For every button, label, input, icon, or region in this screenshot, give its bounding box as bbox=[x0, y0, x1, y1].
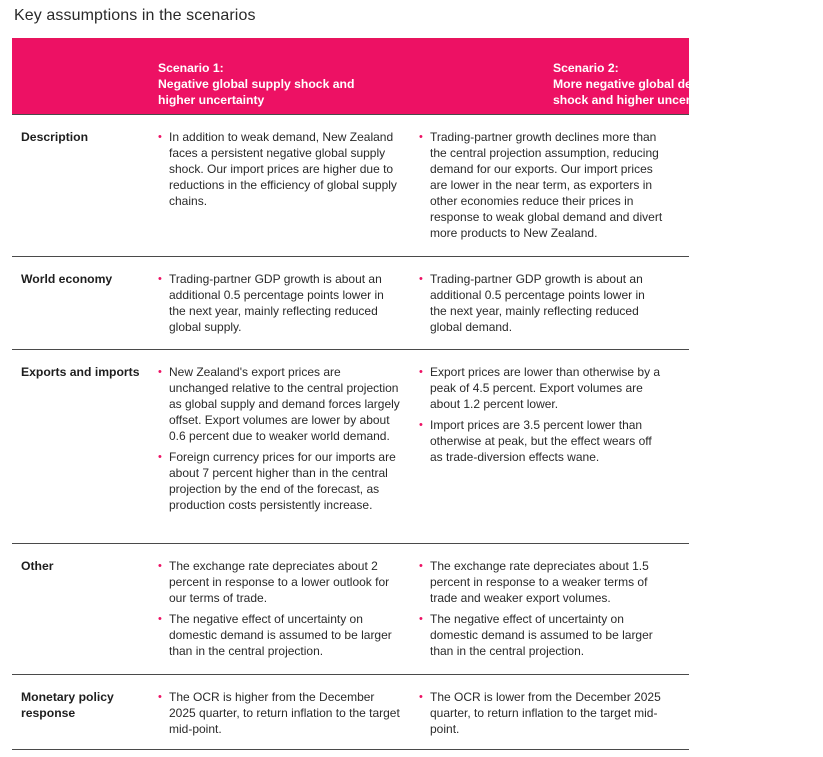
scenario-1-name: Scenario 1: bbox=[158, 61, 224, 75]
scenario-1-cell bbox=[158, 115, 419, 256]
scenario-2-line1: More negative global demand bbox=[553, 77, 725, 91]
bullet-item: • The negative effect of uncertainty on domestic demand is assumed to be larger than in the central projection. bbox=[419, 611, 664, 659]
bullet-item: • The OCR is higher from the December 2025 quarter, to return inflation to the target mid-point. bbox=[158, 689, 403, 737]
bullet-item: • Trading-partner growth declines more than the central projection assumption, reducing demand for our exports. Our import prices are lower in the near term, as exporters in other economies reduce their prices in response to weak global demand and divert more products to New Zealand. bbox=[419, 129, 664, 241]
header-scenario-1 bbox=[24, 40, 553, 114]
bullet-item: • Foreign currency prices for our imports are about 7 percent higher than in the central projection by the end of the forecast, as production costs persistently increase. bbox=[158, 449, 403, 513]
scenario-2-cell bbox=[419, 675, 689, 749]
bullet-item: • The exchange rate depreciates about 1.5 percent in response to a weaker terms of trade and weaker export volumes. bbox=[419, 558, 664, 606]
scenario-2-cell bbox=[419, 115, 689, 256]
table-row-description bbox=[12, 114, 689, 256]
page-title: Key assumptions in the scenarios bbox=[14, 7, 256, 24]
scenario-1-cell bbox=[158, 675, 419, 749]
bullet-item: • Trading-partner GDP growth is about an additional 0.5 percentage points lower in the next year, mainly reflecting reduced global demand. bbox=[419, 271, 664, 335]
scenario-1-cell bbox=[158, 257, 419, 349]
scenario-2-cell bbox=[419, 544, 689, 674]
table-header bbox=[12, 40, 725, 114]
bullet-item: • The exchange rate depreciates about 2 percent in response to a lower outlook for our terms of trade. bbox=[158, 558, 403, 606]
header-scenario-2 bbox=[553, 40, 823, 114]
scenario-1-cell bbox=[158, 350, 419, 543]
row-label: Monetary policy response bbox=[21, 690, 114, 720]
row-label: Description bbox=[21, 130, 89, 144]
scenario-1-cell bbox=[158, 544, 419, 674]
table-row-monetary-policy bbox=[12, 674, 689, 750]
scenario-2-name: Scenario 2: bbox=[553, 61, 619, 75]
bullet-item: • Export prices are lower than otherwise by a peak of 4.5 percent. Export volumes are about 1.2 percent lower. bbox=[419, 364, 664, 412]
bullet-item: • Import prices are 3.5 percent lower than otherwise at peak, but the effect wears off as trade-diversion effects wane. bbox=[419, 417, 664, 465]
scenario-1-line2: higher uncertainty bbox=[158, 93, 265, 107]
bullet-item: • The negative effect of uncertainty on domestic demand is assumed to be larger than in the central projection. bbox=[158, 611, 403, 659]
scenario-2-cell bbox=[419, 257, 689, 349]
scenario-2-line2: shock and higher uncertainty bbox=[553, 93, 723, 107]
bullet-item: • New Zealand's export prices are unchanged relative to the central projection as global supply and demand forces largely offset. Export volumes are lower by about 0.6 percent due to weaker world demand. bbox=[158, 364, 403, 444]
table-row-other bbox=[12, 543, 689, 674]
row-label: World economy bbox=[21, 272, 113, 286]
bullet-item: • Trading-partner GDP growth is about an additional 0.5 percentage points lower in the next year, mainly reflecting reduced global supply. bbox=[158, 271, 403, 335]
row-label: Other bbox=[21, 559, 54, 573]
bullet-item: • In addition to weak demand, New Zealand faces a persistent negative global supply shock. Our import prices are higher due to reductions in the efficiency of global supply chains. bbox=[158, 129, 403, 209]
bullet-item: • The OCR is lower from the December 2025 quarter, to return inflation to the target mid-point. bbox=[419, 689, 664, 737]
assumptions-table bbox=[12, 38, 725, 750]
table-row-world-economy bbox=[12, 256, 689, 349]
table-row-exports-imports bbox=[12, 349, 689, 543]
row-label: Exports and imports bbox=[21, 365, 140, 379]
scenario-2-cell bbox=[419, 350, 689, 543]
scenario-1-line1: Negative global supply shock and bbox=[158, 77, 355, 91]
